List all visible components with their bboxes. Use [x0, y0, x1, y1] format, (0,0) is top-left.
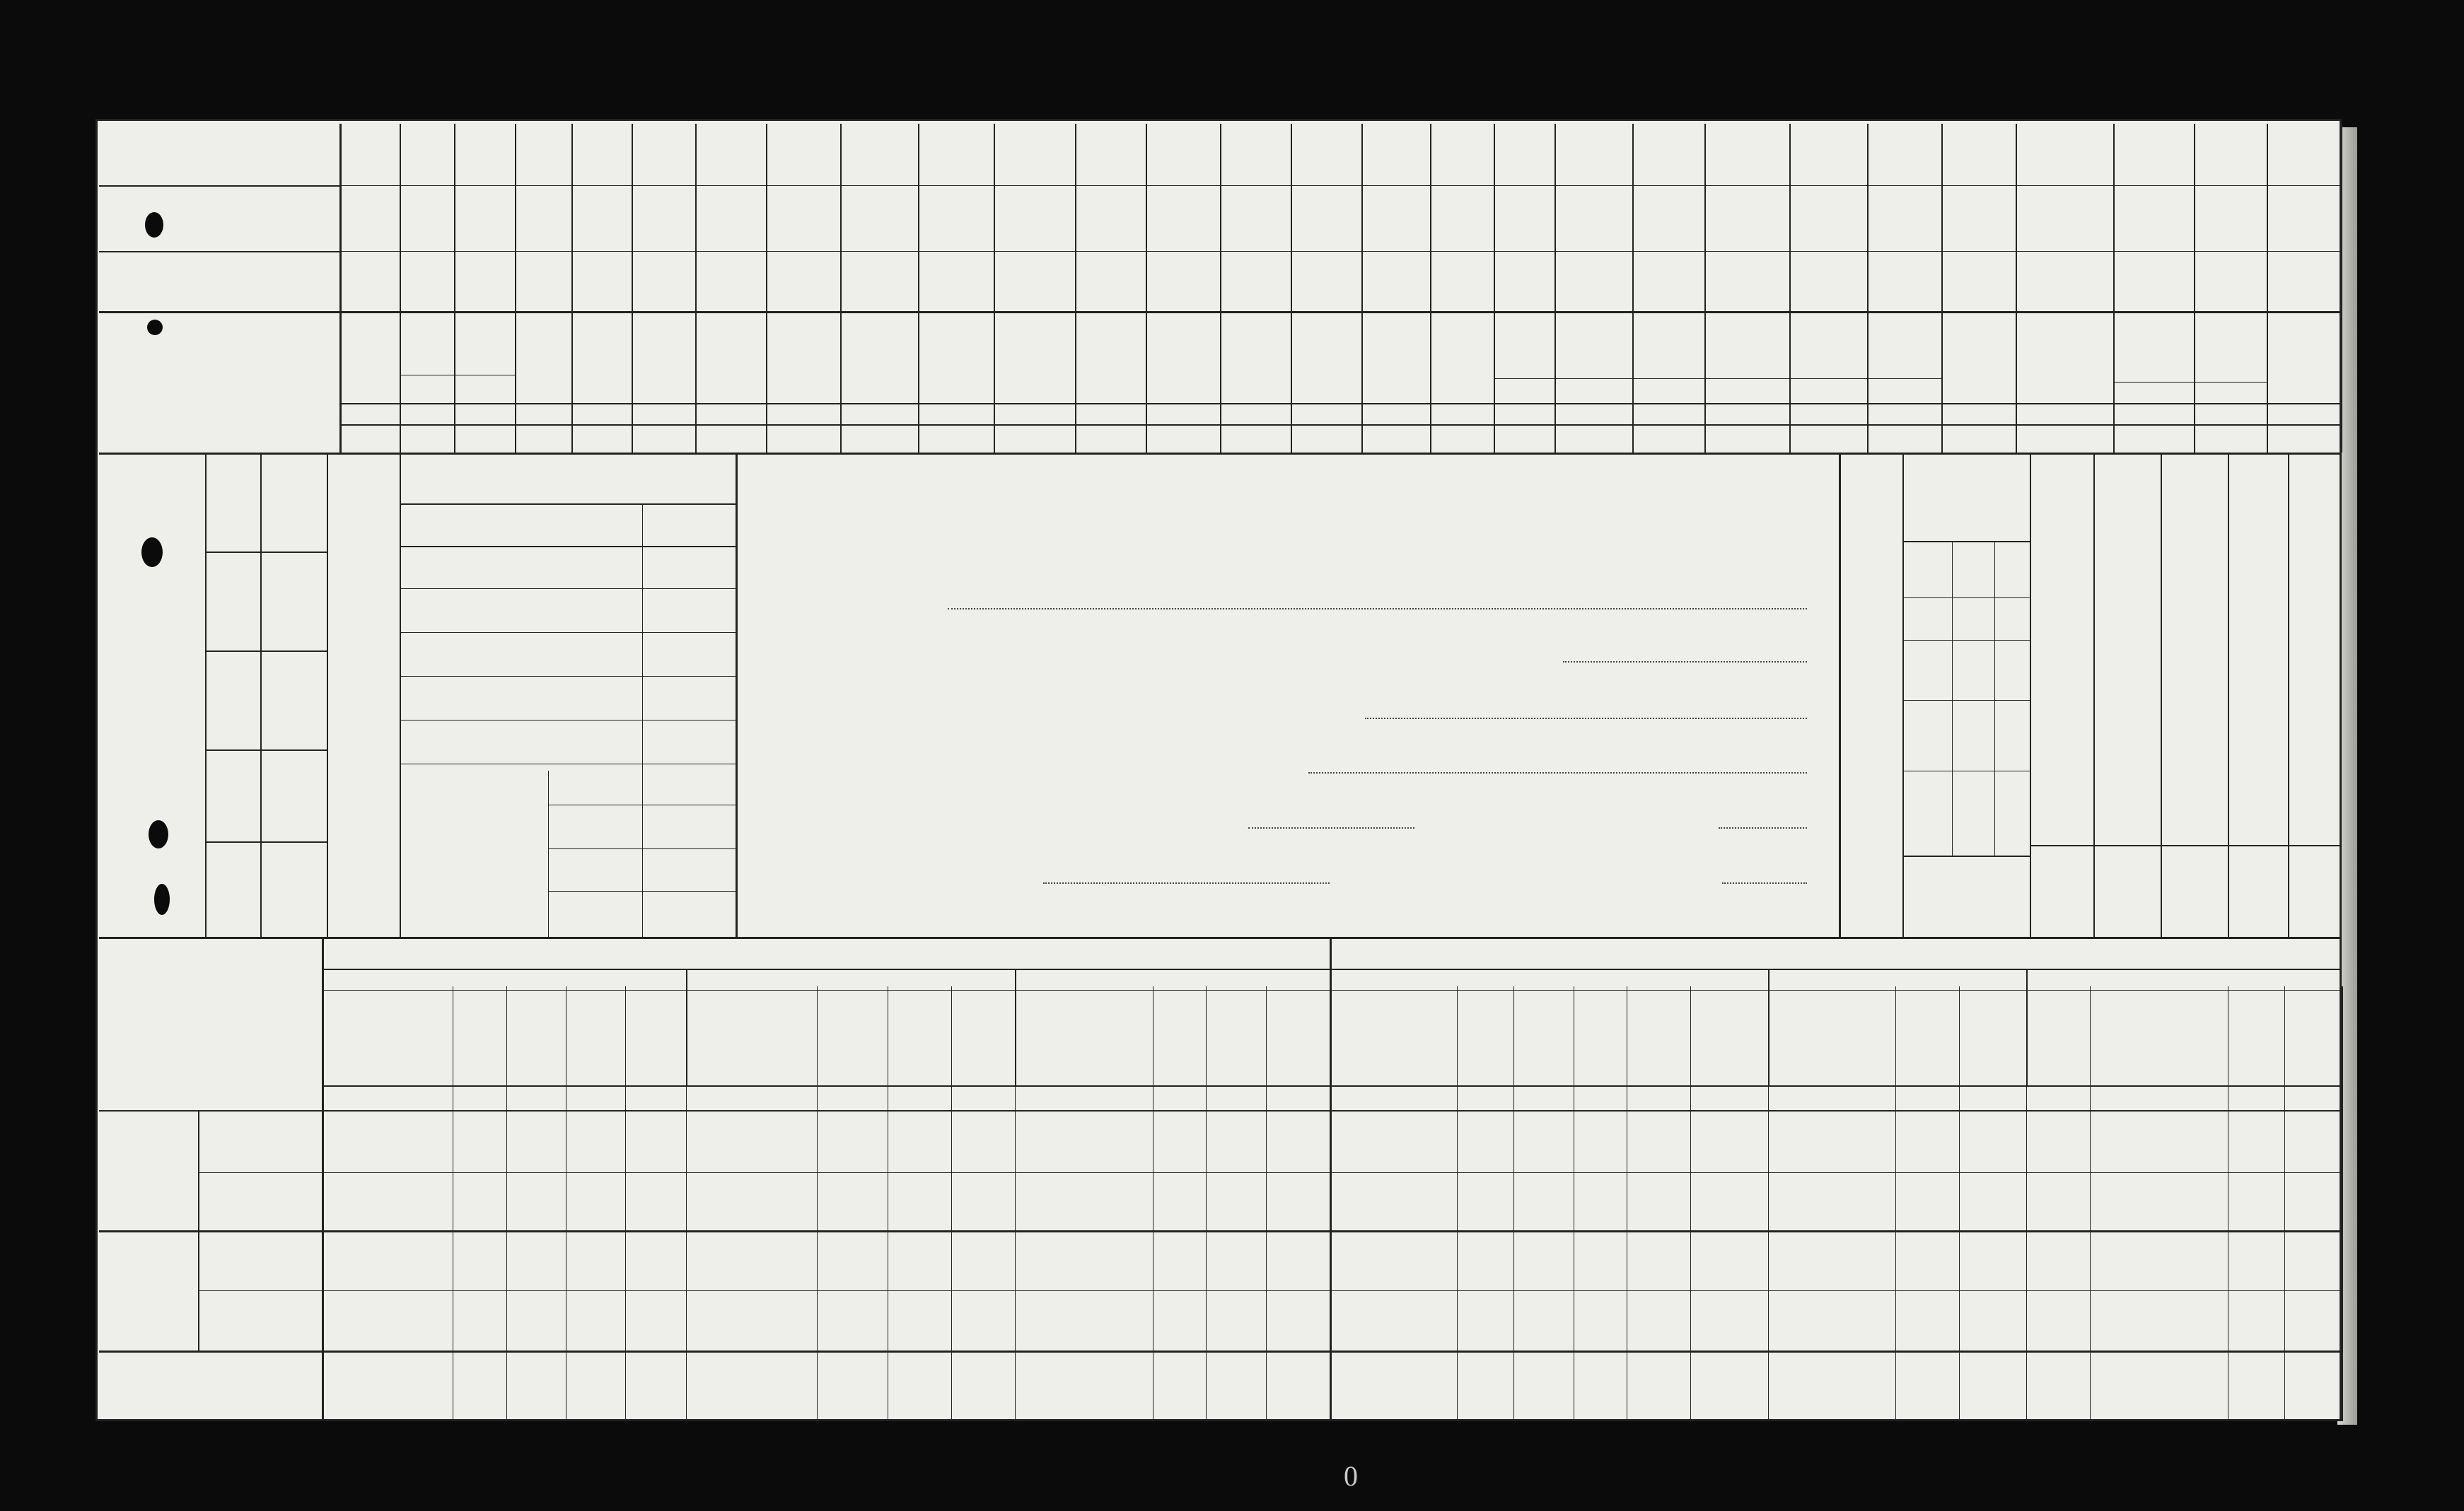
- col-header: [1224, 996, 1257, 1082]
- rule-line: [99, 1110, 2341, 1112]
- rule-line: [2026, 969, 2028, 1085]
- col-header: [523, 996, 557, 1082]
- col-header: [2300, 996, 2338, 1082]
- rule-line: [205, 651, 327, 652]
- rule-line: [205, 453, 207, 937]
- rule-line: [840, 124, 842, 453]
- rule-line: [1494, 124, 1495, 453]
- rule-line: [1895, 986, 1896, 1421]
- rule-line: [1768, 969, 1769, 1085]
- rule-line: [1291, 124, 1292, 453]
- rule-line: [1513, 986, 1514, 1421]
- rule-line: [2267, 124, 2268, 453]
- rule-line: [1704, 124, 1706, 453]
- rule-line: [198, 1290, 2341, 1291]
- rule-line: [400, 632, 736, 633]
- pop-label: [1960, 703, 2000, 768]
- rule-line: [632, 124, 633, 453]
- col-header: [583, 996, 617, 1082]
- rule-line: [2341, 124, 2342, 453]
- answer-line: [1719, 827, 1807, 829]
- answer-line: [1308, 772, 1807, 774]
- rule-line: [2161, 453, 2162, 937]
- col-header: [1819, 996, 1853, 1082]
- row-group-allotment: [136, 1114, 181, 1227]
- rule-line: [1146, 124, 1147, 453]
- rule-line: [1361, 124, 1363, 453]
- rule-line: [736, 453, 738, 937]
- rule-line: [1789, 124, 1791, 453]
- rule-line: [2090, 986, 2091, 1421]
- rule-line: [2030, 453, 2031, 937]
- col-header: [907, 996, 941, 1082]
- rule-line: [1206, 986, 1207, 1421]
- answer-line: [948, 608, 1807, 609]
- rule-line: [548, 771, 549, 937]
- rule-line: [198, 1110, 199, 1350]
- rule-line: [1430, 124, 1431, 453]
- rule-line: [2113, 382, 2267, 383]
- rule-line: [1959, 986, 1960, 1421]
- rule-line: [400, 503, 736, 505]
- rule-line: [918, 124, 919, 453]
- rule-line: [1902, 640, 2030, 641]
- rule-line: [1220, 124, 1221, 453]
- rule-line: [198, 1172, 2341, 1173]
- rule-line: [548, 891, 736, 892]
- punch-hole: [149, 820, 168, 848]
- rule-line: [817, 986, 818, 1421]
- rule-line: [339, 403, 2341, 404]
- rule-line: [1867, 124, 1869, 453]
- rule-line: [99, 1230, 2341, 1232]
- rule-line: [322, 1085, 2341, 1087]
- rule-line: [400, 720, 736, 721]
- hired-workers-title: [351, 467, 408, 919]
- rule-line: [1839, 453, 1841, 937]
- answer-line: [1248, 827, 1414, 829]
- pop-label: [1960, 774, 2000, 853]
- rule-line: [1902, 541, 2030, 542]
- col-header: [2243, 996, 2277, 1082]
- rule-line: [2113, 124, 2115, 453]
- rule-line: [2284, 986, 2285, 1421]
- rule-line: [2194, 124, 2195, 453]
- rule-line: [951, 986, 952, 1421]
- rule-line: [322, 990, 2341, 991]
- rule-line: [99, 185, 339, 187]
- rule-line: [1690, 986, 1691, 1421]
- punch-hole: [147, 320, 163, 335]
- rule-line: [506, 986, 507, 1421]
- rule-line: [205, 749, 327, 751]
- rule-line: [766, 124, 767, 453]
- census-card: [95, 119, 2342, 1421]
- rule-line: [2341, 986, 2343, 1421]
- rule-line: [454, 124, 455, 453]
- rule-line: [1266, 986, 1267, 1421]
- rule-line: [1075, 124, 1076, 453]
- rule-line: [1632, 124, 1634, 453]
- population-title: [1854, 467, 1911, 919]
- rule-line: [686, 969, 687, 1085]
- rule-line: [2030, 845, 2341, 846]
- col-header: [467, 996, 501, 1082]
- pop-label: [1960, 544, 2000, 595]
- rule-line: [515, 124, 516, 453]
- rule-line: [994, 124, 995, 453]
- col-header: [1531, 996, 1565, 1082]
- pop-label: [1960, 643, 2000, 697]
- rule-line: [400, 124, 401, 453]
- answer-line: [1722, 882, 1807, 884]
- rule-line: [339, 251, 2341, 252]
- rule-line: [400, 546, 736, 547]
- rule-line: [99, 1350, 2341, 1353]
- rule-line: [1554, 124, 1556, 453]
- col-header: [970, 996, 1009, 1082]
- col-header: [1980, 996, 2018, 1082]
- col-header: [1588, 996, 1622, 1082]
- rule-line: [625, 986, 626, 1421]
- rule-line: [260, 453, 262, 937]
- rule-line: [1902, 597, 2030, 598]
- rule-line: [1902, 700, 2030, 701]
- punch-hole: [154, 884, 170, 915]
- rule-line: [2228, 453, 2229, 937]
- rule-line: [339, 424, 2341, 426]
- col-header: [839, 996, 873, 1082]
- rule-line: [322, 969, 2341, 970]
- rule-line: [322, 937, 324, 1421]
- rule-line: [1494, 378, 1941, 379]
- rule-line: [400, 676, 736, 677]
- rule-line: [1902, 856, 2030, 857]
- rule-line: [99, 251, 339, 252]
- answer-line: [1043, 882, 1330, 884]
- rule-line: [2093, 453, 2095, 937]
- pop-label: [1960, 600, 2000, 637]
- rule-line: [695, 124, 697, 453]
- rule-line: [1015, 969, 1016, 1085]
- rule-line: [1941, 124, 1943, 453]
- punch-hole: [145, 212, 163, 238]
- rule-line: [1952, 541, 1953, 856]
- col-header: [1167, 996, 1201, 1082]
- col-header: [643, 996, 681, 1082]
- rule-line: [99, 453, 2341, 455]
- col-header: [1285, 996, 1323, 1082]
- col-header: [1472, 996, 1506, 1082]
- col-header: [1914, 996, 1948, 1082]
- rule-line: [642, 771, 643, 937]
- row-group-outside: [136, 1234, 181, 1347]
- col-header: [1646, 996, 1684, 1082]
- rule-line: [642, 503, 643, 771]
- rule-line: [1457, 986, 1458, 1421]
- rule-line: [548, 848, 736, 849]
- rule-line: [327, 453, 328, 937]
- col-header: [2146, 996, 2180, 1082]
- rule-line: [571, 124, 573, 453]
- rule-line: [205, 841, 327, 843]
- rule-line: [2016, 124, 2017, 453]
- rule-line: [1330, 937, 1332, 1421]
- rule-line: [339, 124, 342, 453]
- rule-line: [205, 552, 327, 553]
- rule-line: [2288, 453, 2289, 937]
- rule-line: [99, 937, 2341, 939]
- punch-hole: [141, 537, 163, 567]
- rule-line: [400, 588, 736, 589]
- footer-mark: 0: [1344, 1460, 1358, 1492]
- answer-line: [1563, 661, 1807, 663]
- answer-line: [1365, 718, 1807, 719]
- rule-line: [339, 185, 2341, 186]
